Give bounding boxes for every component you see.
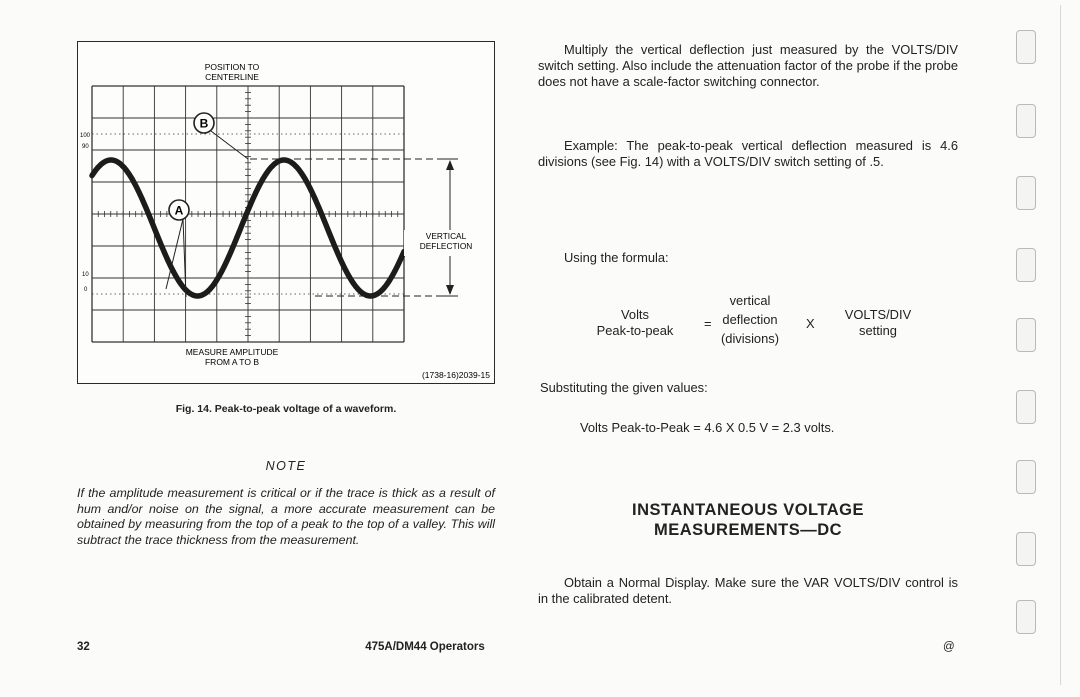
binder-tab [1016,30,1036,64]
binder-tab [1016,600,1036,634]
formula-rhs-line2: setting [859,322,897,338]
waveform-figure [78,42,496,385]
figure-14 [77,41,495,384]
paragraph-using-formula: Using the formula: [564,250,669,265]
binder-tab [1016,176,1036,210]
footer-mark: @ [943,641,955,653]
marker-b-letter: B [199,116,209,131]
binder-tab [1016,104,1036,138]
top-label-2: CENTERLINE [205,72,259,82]
heading-line1: INSTANTANEOUS VOLTAGE [631,501,865,519]
formula-lhs [570,307,700,338]
heading-line2: MEASUREMENTS—DC [653,521,843,539]
binder-tab [1016,318,1036,352]
figure-caption: Fig. 14. Peak-to-peak voltage of a waveform. [175,403,397,415]
bottom-label-1: MEASURE AMPLITUDE [185,347,279,357]
note-text: If the amplitude measurement is critical or if the trace is thick as a result of hum and/or noise on the signal, a more accurate measurement can be obtained by measuring from the top of a peak to the top of a valley. This will subtract the trace thickness from the measurement. [77,486,495,547]
bottom-label-2: FROM A TO B [204,357,260,367]
formula-rhs [823,307,933,338]
scale-100: 100 [80,133,91,139]
paragraph-substituting: Substituting the given values: [540,380,708,395]
scale-10: 10 [82,272,89,278]
formula-rhs-line1: VOLTS/DIV [844,307,912,322]
arrow-head-down [446,285,454,295]
scale-0: 0 [84,287,88,293]
binder-tab [1016,390,1036,424]
paragraph-multiply: Multiply the vertical deflection just measured by the VOLTS/DIV switch setting. Also include the attenuation factor of the probe if the probe does not have a scale-factor switching connector. [538,42,958,89]
binder-tab [1016,532,1036,566]
figure-number: (1738-16)2039-15 [421,370,490,380]
formula-times: X [806,316,815,331]
formula-lhs-line2: Peak-to-peak [596,322,674,338]
paragraph-result: Volts Peak-to-Peak = 4.6 X 0.5 V = 2.3 volts. [580,420,835,435]
arrow-head-up [446,160,454,170]
page-edge-rule [1060,5,1061,685]
vertical-label-1: VERTICAL [425,231,467,241]
section-heading [538,500,958,540]
page-number: 32 [77,641,90,653]
formula-lhs-line1: Volts [621,307,649,322]
footer-title: 475A/DM44 Operators [365,641,485,653]
marker-a-letter: A [174,203,184,218]
paragraph-example: Example: The peak-to-peak vertical deflection measured is 4.6 divisions (see Fig. 14) with a VOLTS/DIV switch setting of .5. [538,138,958,169]
scale-90: 90 [82,144,89,150]
vertical-label-2: DEFLECTION [419,241,473,251]
formula-mid-line2: deflection [722,312,778,327]
paragraph-normal-display: Obtain a Normal Display. Make sure the VAR VOLTS/DIV control is in the calibrated detent. [538,575,958,606]
top-label-1: POSITION TO [204,62,260,72]
formula-middle [700,291,800,348]
binder-tab [1016,248,1036,282]
formula-mid-line1: vertical [729,293,771,308]
note-title: NOTE [265,459,307,473]
formula-equals: = [704,316,712,331]
formula-mid-line3: (divisions) [720,331,780,346]
binder-tab [1016,460,1036,494]
